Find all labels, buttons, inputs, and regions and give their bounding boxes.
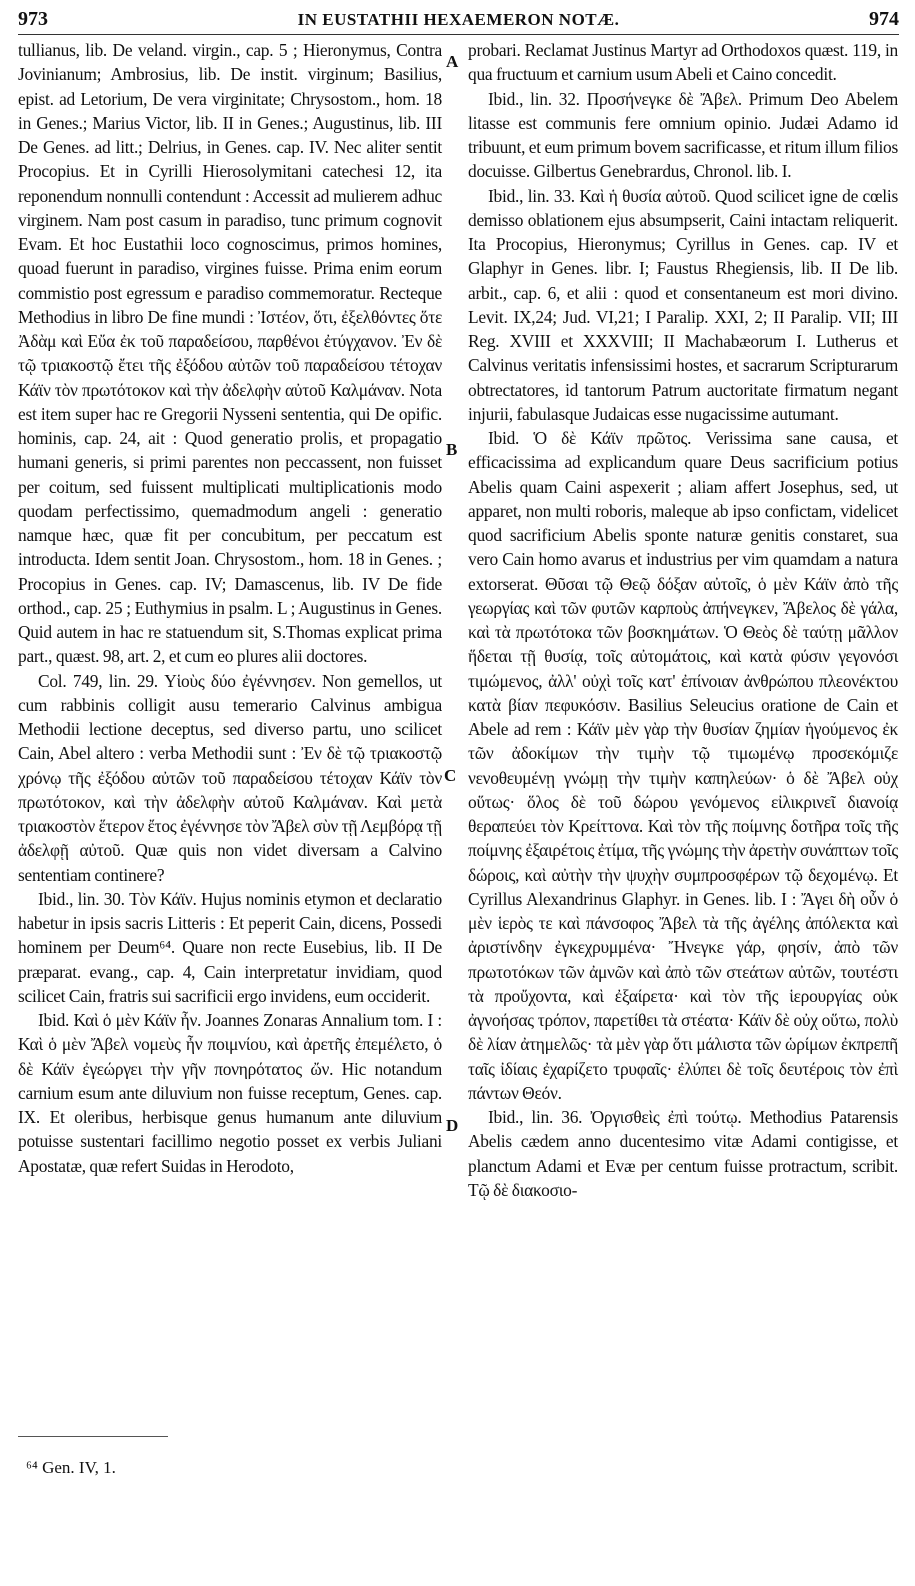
margin-letter-b: B bbox=[446, 440, 458, 459]
paragraph: Ibid. Ὁ δὲ Κάϊν πρῶτος. Verissima sane causa, et efficacissima ad explicandum quare Deus sacrificium potius Abelis quam Caini aspexerit ; aliam affert Josephus, sed, ut apparet, non multi roboris, maleque ab ipso confictam, videlicet quod sacrificium Abelis sponte naturæ genitis constaret, sua vero Cain homo avarus et industrius per vim quamdam a natura extorserat. Θῦσαι τῷ Θεῷ δόξαν αὐτοῖς, ὁ μὲν Κάϊν ἀπὸ τῆς γεωργίας καὶ τῶν φυτῶν καρποὺς ἀπήνεγκεν, Ἄβελος δὲ γάλα, καὶ τὰ πρωτότοκα τῶν βοσκημάτων. Ὁ Θεὸς δὲ ταύτῃ μᾶλλον ἥδεται τῇ θυσίᾳ, τοῖς αὐτομάτοις, καὶ κατὰ φύσιν γεγονόσι τιμώμενος, ἀλλ' οὐχὶ τοῖς κατ' ἐπίνοιαν ἀνθρώπου πλεονέκτου κατὰ βίαν πεφυκόσιν. Basilius Seleucius oratione de Cain et Abele ad rem : Κάϊν μὲν γὰρ τὴν θυσίαν ζημίαν ἡγούμενος ἐκ τῶν ἀδοκίμων τὴν τιμὴν τῷ τιμωμένῳ προσεκόμιζε νενοθευμένῃ γνώμῃ τὴν τιμὴν καπηλεύων· ὁ δὲ Ἄβελ οὐχ οὕτως· ὅλος δὲ τοῦ δώρου γενόμενος εἰλικρινεῖ διανοίᾳ θεραπεύει τὸν Κρείττονα. Καὶ τὸν τῆς ποίμνης δοτῆρα τοῖς τῆς ποίμνης ἐξαιρέτοις ἐτίμα, τῆς γνώμης τὴν ἀρετὴν συνάπτων τοῖς δώροις, καὶ αὐτὴν τὴν ψυχὴν συμπροσφέρων τῷ δεχομένῳ. Et Cyrillus Alexandrinus Glaphyr. in Genes. lib. I : Ἄγει δὴ οὖν ὁ μὲν ἱερὸς τε καὶ πάνσοφος Ἄβελ τὰ τῆς ἀγέλης ἀπόλεκτα καὶ ἀριστίνδην ἐγκεχρυμμένα· Ἤνεγκε γάρ, φησίν, ἀπὸ τῶν πρωτοτόκων τῶν ἀμνῶν καὶ ἀπὸ τῶν στεάτων αὐτῶν, τουτέστι τὰ προὔχοντα, καὶ ἐξαίρετα· καὶ τὸν τῆς ἱερουργίας οὐκ ἀγνοήσας τρόπον, παρετίθει τὰ στέατα· Κάϊν δὲ οὐχ οὕτω, πολὺ δὲ λίαν ἀτημελῶς· τὰ μὲν γὰρ ὅτι μάλιστα τῶν ὡρίμων ἐκπρεπῆ ταῖς ἰδίαις ἐχαρίζετο τρυφαῖς· ἐλύπει δὲ τοῖς δευτέροις τὸν ἐπὶ πάντων Θεόν. bbox=[468, 428, 898, 1103]
margin-letter-a: A bbox=[446, 52, 459, 71]
margin-letter-d: D bbox=[446, 1116, 459, 1135]
paragraph: tullianus, lib. De veland. virgin., cap. 5 ; Hieronymus, Contra Jovinianum; Ambrosius, lib. De instit. virginum; Basilius, epist. ad Letorium, De vera virginitate; Chrysostom., hom. 18 in Genes.; Marius Victor, lib. II in Genes.; Augustinus, lib. III De Genes. ad litt.; Delrius, in Genes. cap. IV. Nec aliter sentit Procopius. Et in Cyrilli Hierosolymitani catechesi 12, ita reponendum nonnulli contendunt : Accessit ad mulierem adhuc virginem. Nam post casum in paradiso, tunc primum cognovit Evam. Et hoc Eustathii loco cognoscimus, primos homines, quoad fuerunt in paradiso, virgines fuisse. Prima enim eorum commistio post egressum e paradiso commemoratur. Recteque Methodius in libro De fine mundi : Ἰστέον, ὅτι, ἐξελθόντες ὅτε Ἀδὰμ καὶ Εὔα ἐκ τοῦ παραδείσου, παρθένοι ἐτύγχανον. Ἐν δὲ τῷ τριακοστῷ ἔτει τῆς ἐξόδου αὐτῶν τοῦ παραδείσου τέτοχαν Κάϊν τὸν πρωτότοκον καὶ τὴν ἀδελφὴν αὐτοῦ Καλμάναν. Nota est item super hac re Gregorii Nysseni sententia, qui De opific. hominis, cap. 24, ait : Quod generatio prolis, et propagatio humani generis, si primi parentes non peccassent, non fuisset per coitum, sed fuissent multiplicati multiplicationis modo quodam perfectissimo, quemadmodum angeli : generatio namque hæc, quæ fit per concubitum, per peccatum est introducta. Idem sentit Joan. Chrysostom., hom. 18 in Genes. ; Procopius in Genes. cap. IV; Damascenus, lib. IV De fide orthod., cap. 25 ; Euthymius in psalm. L ; Augustinus in Genes. Quid autem in hac re statuendum sit, S.Thomas explicat prima part., quæst. 98, art. 2, et cum eo plures alii doctores. bbox=[18, 40, 442, 667]
paragraph: Ibid., lin. 32. Προσήνεγκε δὲ Ἄβελ. Primum Deo Abelem litasse est communis fere omnium opinio. Judæi Adamo id tribuunt, et eum primum bovem sacrificasse, et ritum illum filios docuisse. Gilbertus Genebrardus, Chronol. lib. I. bbox=[468, 88, 898, 182]
paragraph: probari. Reclamat Justinus Martyr ad Orthodoxos quæst. 119, in qua fructuum et carnium usum Abeli et Caino concedit. bbox=[468, 40, 898, 85]
right-column bbox=[468, 38, 898, 1202]
paragraph: Ibid. Καὶ ὁ μὲν Κάϊν ἦν. Joannes Zonaras Annalium tom. I : Καὶ ὁ μὲν Ἄβελ νομεὺς ἦν ποιμνίου, καὶ ἀρετῆς ἐπεμέλετο, ὁ δὲ Κάϊν ἐγεώργει τὴν γῆν πονηρότατος ὤν. Hic notandum carnium esum ante diluvium non fuisse receptum, Genes. cap. IX. Et oleribus, herbisque genus humanum ante diluvium potuisse sustentari facillimo negotio posset ex verbis Juliani Apostatæ, quæ refert Suidas in Herodoto, bbox=[18, 1010, 442, 1176]
paragraph: Ibid., lin. 30. Τὸν Κάϊν. Hujus nominis etymon et declaratio habetur in ipsis sacris Litteris : Et peperit Cain, dicens, Possedi hominem per Deum⁶⁴. Quare non recte Eusebius, lib. II De præparat. evang., cap. 4, Cain interpretatur invidiam, quod scilicet Cain, fratris sui sacrificii ergo invidens, eum occiderit. bbox=[18, 888, 442, 1006]
running-title: IN EUSTATHII HEXAEMERON NOTÆ. bbox=[297, 10, 620, 29]
footnote: ⁶⁴ Gen. IV, 1. bbox=[26, 1458, 116, 1477]
footnote-rule bbox=[18, 1436, 168, 1437]
paragraph: Ibid., lin. 36. Ὀργισθεὶς ἐπὶ τούτῳ. Methodius Patarensis Abelis cædem anno ducentesimo vitæ Adami contigisse, et planctum Adami et Evæ per centum fuisse protractum, scribit. Τῷ δὲ διακοσιο- bbox=[468, 1107, 898, 1200]
paragraph: Col. 749, lin. 29. Υἱοὺς δύο ἐγέννησεν. Non gemellos, ut cum rabbinis colligit ausu temerario Calvinus ambigua Methodii lectione deceptus, sed diverso partu, uno scilicet Cain, Abel altero : verba Methodii sunt : Ἐν δὲ τῷ τριακοστῷ χρόνῳ τῆς ἐξόδου αὐτῶν τοῦ παραδείσου τέτοχαν Κάϊν τὸν πρωτότοκον, καὶ τὴν ἀδελφὴν αὐτοῦ Καλμάναν. Καὶ μετὰ τριακοστὸν ἕτερον ἔτος ἐγέννησε τὸν Ἄβελ σὺν τῇ Λεμβόρᾳ τῇ ἀδελφῇ αὐτοῦ. Quæ quis non videt diversam a Calvino sententiam continere? bbox=[18, 670, 442, 885]
paragraph: Ibid., lin. 33. Καὶ ἡ θυσία αὐτοῦ. Quod scilicet igne de cœlis demisso oblationem ejus absumpserit, Caini intactam reliquerit. Ita Procopius, Hieronymus; Cyrillus in Genes. cap. IV et Glaphyr in Genes. libr. I; Faustus Rhegiensis, lib. II De lib. arbit., cap. 6, et alii : quod et consentaneum est mori divino. Levit. IX,24; Jud. VI,21; I Paralip. XXI, 2; II Paralip. VII; III Reg. XVIII et XXXVIII; II Machabæorum I. Lutherus et Calvinus veritatis infensissimi hostes, et sacrarum Scripturarum obtrectatores, id tantorum Patrum auctoritate firmatum negant injurii, fabulasque Judaicas esse nugacissime autumant. bbox=[468, 185, 898, 424]
page-number-left: 973 bbox=[18, 8, 48, 30]
left-column bbox=[18, 38, 442, 1178]
margin-letter-c: C bbox=[444, 766, 457, 785]
page-number-right: 974 bbox=[869, 8, 899, 30]
running-header bbox=[18, 6, 899, 35]
